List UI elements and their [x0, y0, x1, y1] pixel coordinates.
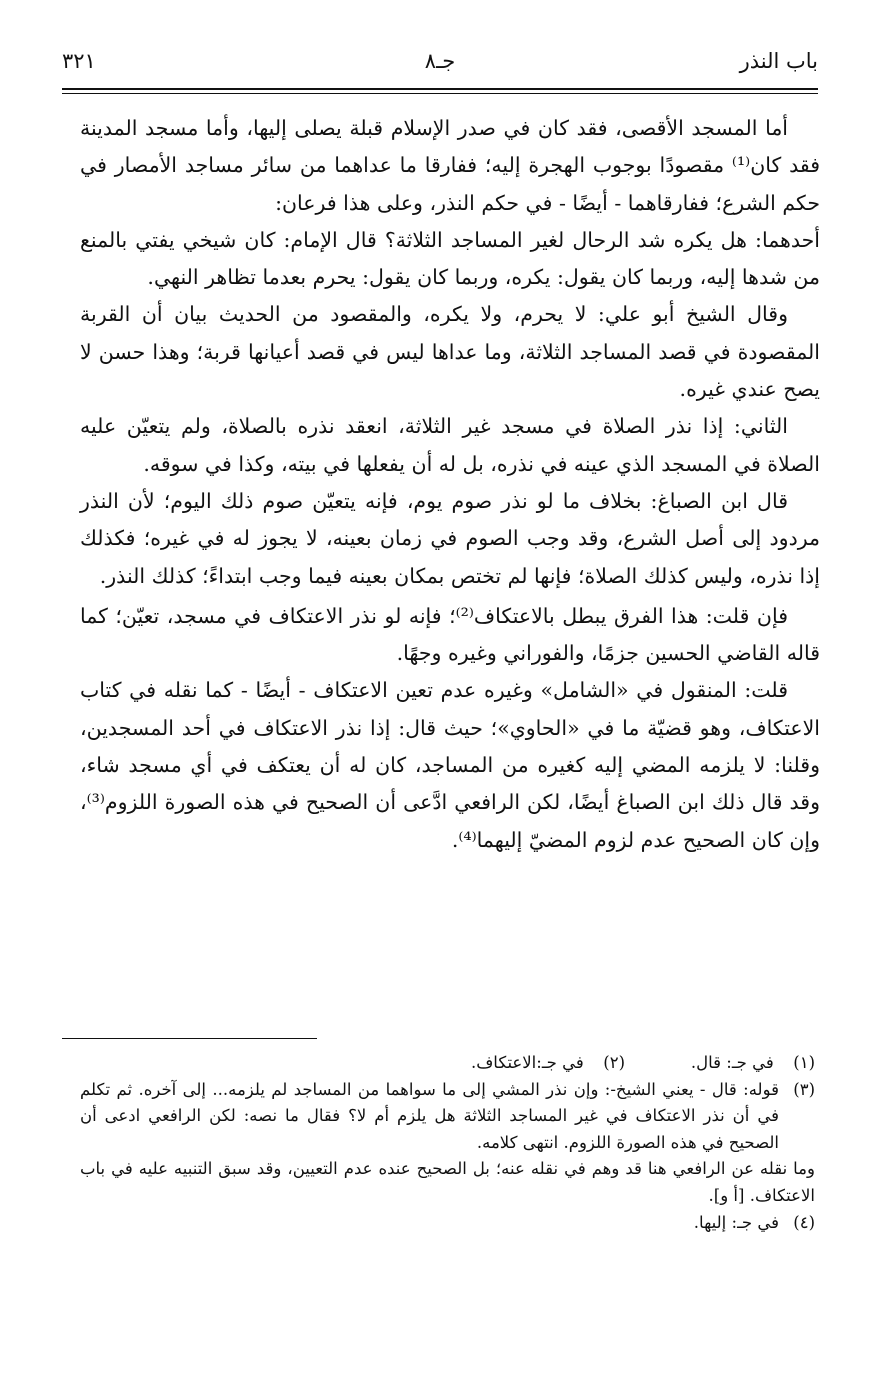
header-rule-thick: [62, 88, 818, 90]
paragraph: وقال الشيخ أبو علي: لا يحرم، ولا يكره، والمقصود من الحديث بيان أن القربة المقصودة في قصد المساجد الثلاثة، وما عداها ليس في قصد أعيانها قربة؛ وهذا حسن لا يصح عندي غيره.: [80, 302, 820, 402]
footnotes: [80, 1050, 815, 1236]
footnote-3-continuation: [80, 1156, 815, 1209]
header-rule-thin: [62, 93, 818, 94]
footnote-number: (٢): [603, 1053, 625, 1072]
paragraph: أما المسجد الأقصى، فقد كان في صدر الإسلام قبلة يصلى إليها، وأما مسجد المدينة فقد كان⁽¹⁾ مقصودًا بوجوب الهجرة إليه؛ ففارقا ما عداهما من سائر مساجد الأمصار في حكم الشرع؛ ففارقاهما - أيضًا - في حكم النذر، وعلى هذا فرعان:: [80, 116, 821, 215]
paragraph: الثاني: إذا نذر الصلاة في مسجد غير الثلاثة، انعقد نذره بالصلاة، ولم يتعيّن عليه الصلاة في المسجد الذي عينه في نذره، بل له أن يفعلها في بيته، وكذا في سوقه.: [80, 414, 820, 476]
footnote-text: في جـ: إليها.: [693, 1212, 779, 1232]
paragraph: قلت: المنقول في «الشامل» وغيره عدم تعين الاعتكاف - أيضًا - كما نقله في كتاب الاعتكاف، وهو قضيّة ما في «الحاوي»؛ حيث قال: إذا نذر الاعتكاف في أحد المسجدين، وقلنا: لا يلزمه المضي إليه كغيره من المساجد، كان له أن يعتكف في أي مسجد شاء، وقد قال ذلك ابن الصباغ أيضًا، لكن الرافعي ادَّعى أن الصحيح في هذه الصورة اللزوم⁽³⁾، وإن كان الصحيح عدم لزوم المضيّ إليهما⁽⁴⁾.: [80, 678, 820, 852]
footnote-number: (٣): [793, 1079, 815, 1099]
footnote-3: [80, 1077, 815, 1157]
running-header: [62, 46, 818, 86]
chapter-title: باب النذر: [739, 49, 818, 73]
paragraph: فإن قلت: هذا الفرق يبطل بالاعتكاف⁽²⁾؛ فإنه لو نذر الاعتكاف في مسجد، تعيّن؛ كما قاله القاضي الحسين جزمًا، والفوراني وغيره وجهًا.: [80, 603, 820, 666]
footnote-number: (١): [793, 1053, 815, 1072]
footnote-number: (٤): [793, 1212, 815, 1232]
footnote-text: في جـ:الاعتكاف.: [470, 1053, 584, 1072]
footnote-2: [435, 1050, 625, 1077]
footnote-text: وما نقله عن الرافعي هنا قد وهم في نقله عنه؛ بل الصحيح عنده عدم التعيين، وقد سبق التنبيه عليه في باب الاعتكاف. [أ و].: [80, 1159, 815, 1205]
footnote-1: [625, 1050, 815, 1077]
page-number: ٣٢١: [62, 49, 96, 73]
footnote-text: قوله: قال - يعني الشيخ-: وإن نذر المشي إلى ما سواهما من المساجد لم يلزمه... إلى آخره. ثم تكلم في أن نذر الاعتكاف في غير المساجد الثلاثة هل يلزم أم لا؟ فقال ما نصه: لكن الرافعي ادعى أن الصحيح في هذه الصورة اللزوم. انتهى كلامه.: [80, 1079, 779, 1152]
footnote-text: في جـ: قال.: [690, 1053, 774, 1072]
footnote-4: [80, 1210, 815, 1237]
paragraph: أحدهما: هل يكره شد الرحال لغير المساجد الثلاثة؟ قال الإمام: كان شيخي يفتي بالمنع من شدها إليه، وربما كان يقول: يكره، وربما كان يقول: يحرم بعدما تظاهر النهي.: [80, 227, 820, 290]
paragraph: قال ابن الصباغ: بخلاف ما لو نذر صوم يوم، فإنه يتعيّن صوم ذلك اليوم؛ لأن النذر مردود إلى أصل الشرع، وقد وجب الصوم في زمان بعينه، لا يجوز له في غيره؛ فكذلك إذا نذره، وليس كذلك الصلاة؛ فإنها لم تختص بمكان بعينه فيما وجب ابتداءً؛ كذلك النذر.: [80, 488, 820, 588]
footnote-separator: [62, 1038, 317, 1039]
volume-label: جـ٨: [424, 49, 456, 73]
footnote-row: [80, 1050, 815, 1077]
main-text: [80, 110, 820, 859]
